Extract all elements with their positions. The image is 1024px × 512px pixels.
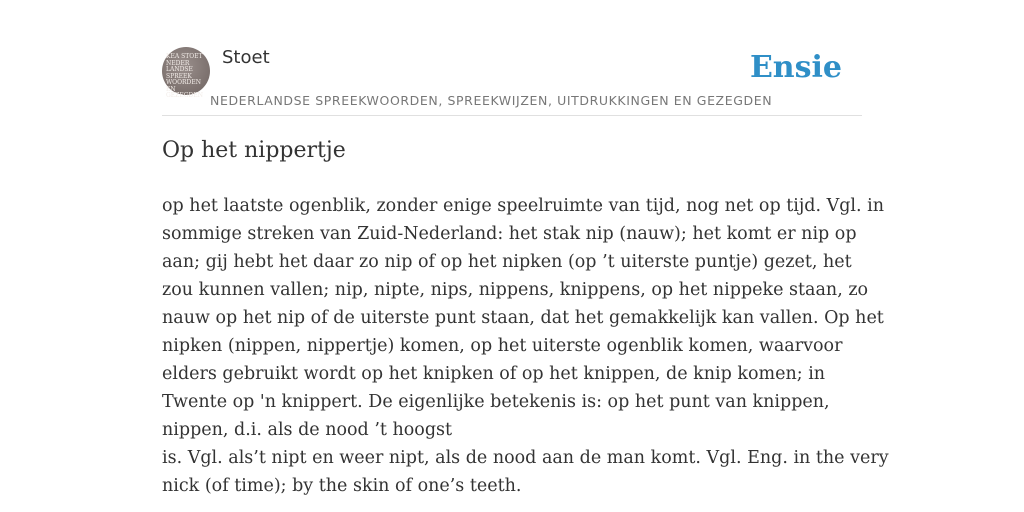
definition-line: elders gebruikt wordt op het knipken of op het knippen, de knip komen; in <box>162 364 826 384</box>
source-subtitle[interactable]: NEDERLANDSE SPREEKWOORDEN, SPREEKWIJZEN, UITDRUKKINGEN EN GEZEGDEN <box>210 93 773 108</box>
entry-definition <box>162 192 889 500</box>
definition-line: nauw op het nip of de uiterste punt staan, dat het gemakkelijk kan vallen. Op het <box>162 308 884 328</box>
author-name[interactable]: Stoet <box>222 47 270 68</box>
definition-line: nipken (nippen, nippertje) komen, op het uiterste ogenblik komen, waarvoor <box>162 336 843 356</box>
definition-line: nick (of time); by the skin of one’s teeth. <box>162 476 522 496</box>
entry-title: Op het nippertje <box>162 138 346 163</box>
definition-line: Twente op 'n knippert. De eigenlijke betekenis is: op het punt van knippen, <box>162 392 830 412</box>
definition-line: nippen, d.i. als de nood ’t hoogst <box>162 420 453 440</box>
avatar-book-cover-text: KEA STOET NEDER LANDSE SPREEK WOORDEN EN GEZEGDEN <box>166 53 203 99</box>
definition-line: sommige streken van Zuid-Nederland: het stak nip (nauw); het komt er nip op <box>162 224 857 244</box>
definition-line: op het laatste ogenblik, zonder enige speelruimte van tijd, nog net op tijd. Vgl. in <box>162 196 885 216</box>
definition-line: aan; gij hebt het daar zo nip of op het nipken (op ’t uiterste puntje) gezet, het <box>162 252 852 272</box>
definition-line: zou kunnen vallen; nip, nipte, nips, nippens, knippens, op het nippeke staan, zo <box>162 280 869 300</box>
definition-line: is. Vgl. als’t nipt en weer nipt, als de nood aan de man komt. Vgl. Eng. in the very <box>162 448 889 468</box>
header <box>162 46 862 116</box>
ensie-logo[interactable]: Ensie <box>749 50 842 85</box>
avatar[interactable] <box>162 47 210 99</box>
